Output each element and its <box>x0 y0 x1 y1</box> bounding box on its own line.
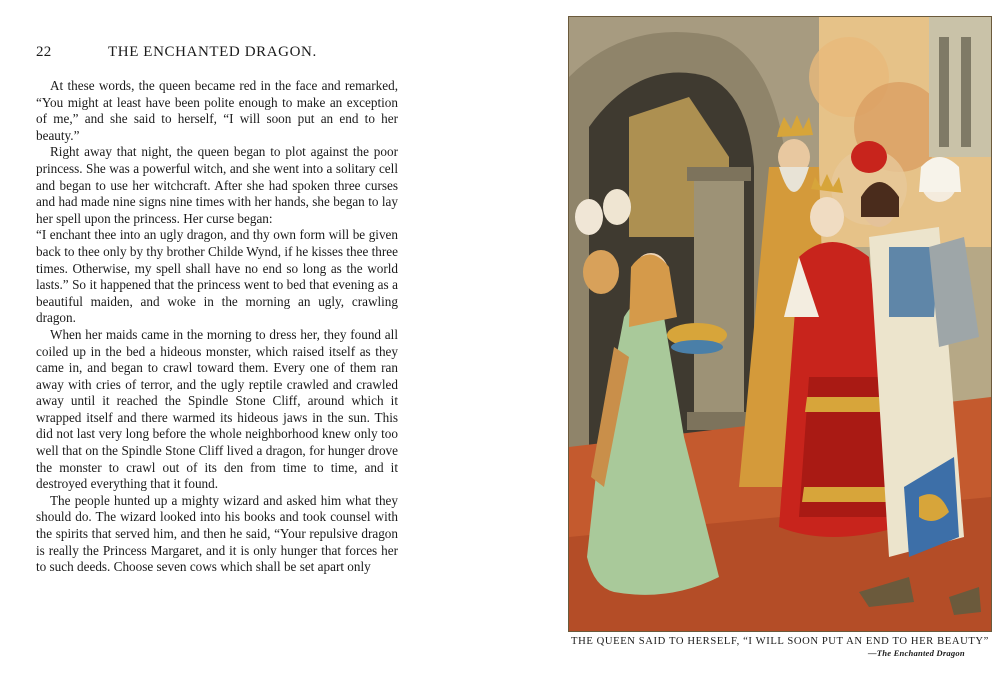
illustration-caption: THE QUEEN SAID TO HERSELF, “I WILL SOON PUT AN END TO HER BEAUTY” <box>571 636 989 647</box>
paragraph: At these words, the queen became red in the face and remarked, “You might at least have been polite enough to make an exception of me,” and she said to herself, “I will soon put an end to her beauty.” <box>36 78 398 143</box>
illustration-plate <box>568 16 992 632</box>
paragraph: “I enchant thee into an ugly dragon, and thy own form will be given back to thee only by thy brother Childe Wynd, if he kisses thee three times. Otherwise, my spell shall have no end so long as the world lasts.” So it happened that the princess went to bed that evening as a beautiful maiden, and woke in the morning an ugly, crawling dragon. <box>36 227 398 326</box>
page-number: 22 <box>36 44 52 60</box>
illustration-image <box>569 17 991 631</box>
paragraph: The people hunted up a mighty wizard and asked him what they should do. The wizard looked into his books and took counsel with the spirits that served him, and then he said, “Your repulsive dragon is really the Princess Margaret, and it is only hunger that forces her to such deeds. Choose seven cows which shall be set apart only <box>36 492 398 575</box>
running-title: THE ENCHANTED DRAGON. <box>108 44 317 60</box>
paragraph: Right away that night, the queen began to plot against the poor princess. She was a powerful witch, and she went into a solitary cell and began to use her witchcraft. After she had spoken three curses and had made nine signs nine times with her hands, she began to lay her spell upon the princess. Her curse began: <box>36 144 398 226</box>
story-text <box>36 78 398 576</box>
caption-source: —The Enchanted Dragon <box>868 648 965 658</box>
paragraph: When her maids came in the morning to dress her, they found all coiled up in the bed a hideous monster, which raised itself as they came in, and began to crawl toward them. Every one of them ran away with cries of terror, and the ugly reptile crawled and crawled away until it reached the Spindle Stone Cliff, around which it wrapped itself and there warmed its hideous jaws in the sun. This did not last very long before the whole neighborhood knew only too well that on the Spindle Stone Cliff lived a dragon, for hunger drove the monster to crawl out of its den from time to time, and it destroyed everything that it found. <box>36 326 398 492</box>
running-head <box>36 44 398 64</box>
